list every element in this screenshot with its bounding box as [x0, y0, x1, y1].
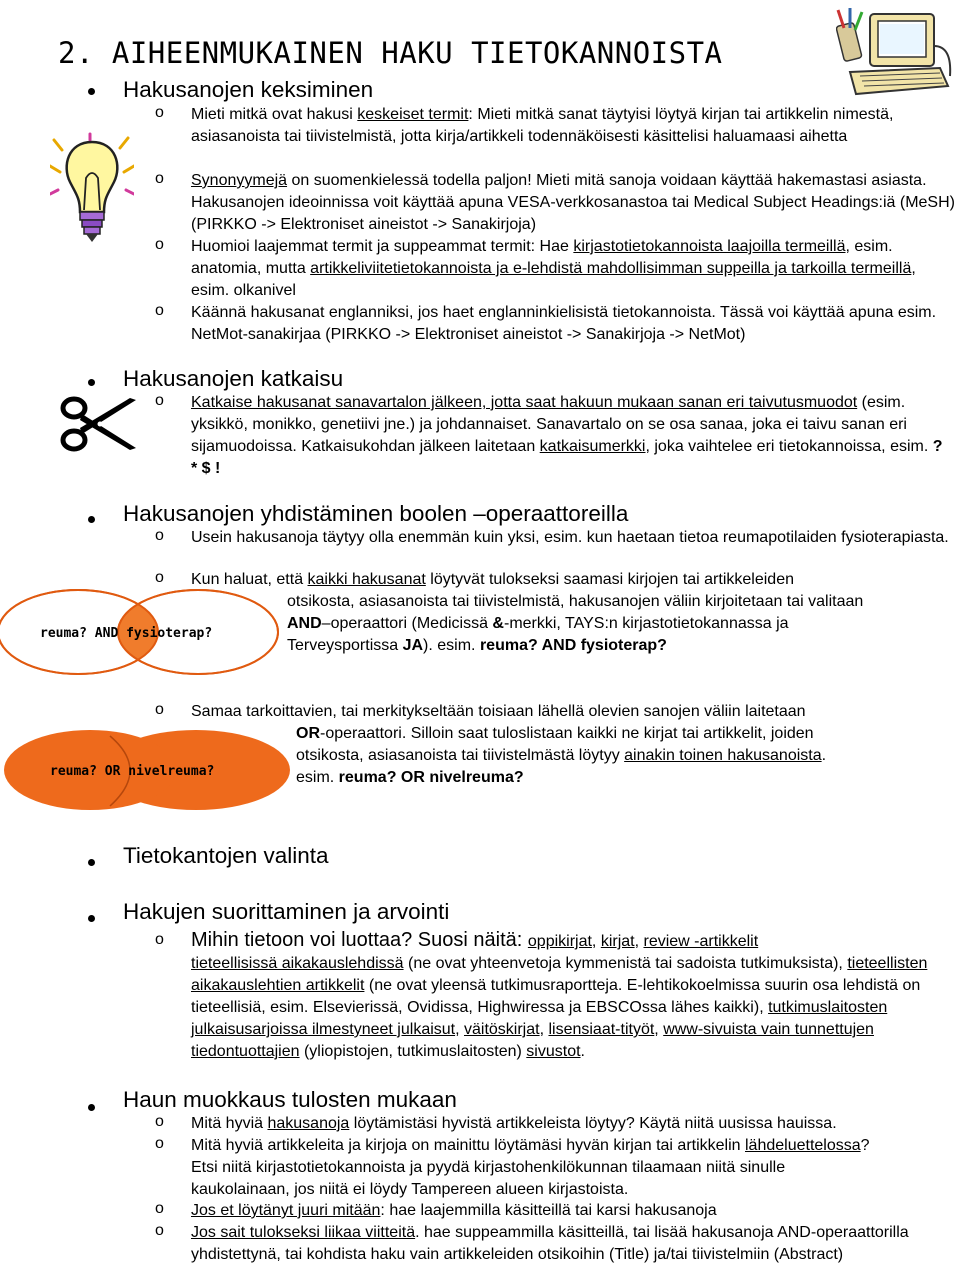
bullet-dot — [88, 516, 95, 523]
bullet-dot — [88, 88, 95, 95]
sub-bullet: o — [155, 170, 164, 187]
sub-bullet: o — [155, 569, 164, 586]
sub-bullet: o — [155, 1135, 164, 1152]
venn-or-diagram — [0, 726, 296, 814]
paragraph: Jos et löytänyt juuri mitään: hae laajemmilla käsitteillä tai karsi hakusanoja — [191, 1202, 717, 1219]
heading-haun-muokkaus: Haun muokkaus tulosten mukaan — [123, 1087, 457, 1112]
paragraph-line: esim. reuma? OR nivelreuma? — [296, 769, 524, 786]
paragraph-line: Kun haluat, että kaikki hakusanat löytyvät tulokseksi saamasi kirjojen tai artikkeleiden — [191, 571, 794, 588]
paragraph-line: otsikosta, asiasanoista tai tiivistelmästä löytyy ainakin toinen hakusanoista. — [296, 747, 827, 764]
sub-bullet: o — [155, 527, 164, 544]
sub-bullet: o — [155, 104, 164, 121]
venn-and-label: reuma? AND fysioterap? — [40, 626, 213, 641]
paragraph-line: Samaa tarkoittavien, tai merkitykseltään toisiaan lähellä olevien sanojen väliin laitetaan — [191, 703, 806, 720]
paragraph-line: Terveysportissa JA). esim. reuma? AND fysioterap? — [287, 637, 667, 654]
paragraph: Usein hakusanoja täytyy olla enemmän kuin yksi, esim. kun haetaan tietoa reumapotilaiden fysioterapiasta. — [191, 529, 949, 546]
sub-bullet: o — [155, 931, 164, 948]
page-title: 2. AIHEENMUKAINEN HAKU TIETOKANNOISTA — [58, 36, 723, 70]
paragraph: Katkaise hakusanat sanavartalon jälkeen, jotta saat hakuun mukaan sanan eri taivutusmuodot (esim. yksikkö, monikko, genetiivi jne.) ja johdannaiset. Sanavartalo on se osa sanaa, joka ei taivu sanan eri sijamuodoissa. Katkaisukohdan jälkeen laitetaan katkaisumerkki, joka vaihtelee eri tietokannoissa, esim. ? * $ ! — [191, 394, 943, 477]
venn-and-diagram — [0, 588, 290, 680]
paragraph: Synonyymejä on suomenkielessä todella paljon! Mieti mitä sanoja voidaan käyttää hakemastasi asiasta. Hakusanojen ideoinnissa voit käyttää apuna VESA-verkkosanastoa tai Medical Subject Headings:iä (MeSH) (PIRKKO -> Elektroniset aineistot -> Sanakirjoja) — [191, 172, 955, 233]
heading-hakujen-suorittaminen: Hakujen suorittaminen ja arvointi — [123, 899, 450, 924]
paragraph: Mitä hyviä hakusanoja löytämistäsi hyvistä artikkeleista löytyy? Käytä niitä uusissa hauissa. — [191, 1115, 837, 1132]
paragraph-line: otsikosta, asiasanoista tai tiivistelmistä, hakusanojen väliin kirjoitetaan tai valitaan — [287, 593, 864, 610]
lightbulb-clipart-icon — [50, 132, 134, 250]
bullet-dot — [88, 379, 95, 386]
computer-clipart-icon — [836, 6, 956, 102]
paragraph: Mihin tietoon voi luottaa? Suosi näitä: oppikirjat, kirjat, review -artikkelit tieteellisissä aikakauslehdissä (ne ovat yhteenvetoja kymmenistä tai sadoista tutkimuksista), tieteellisten aikakauslehtien artikkelit (ne ovat yleensä tutkimusraportteja. E-lehtikokoelmissa suurin osa lehdistä on tieteellisiä, esim. Elsevierissä, Ovidissa, Highwiressa ja EBSCOssa lähes kaikki), tutkimuslaitosten julkaisusarjoissa ilmestyneet julkaisut, väitöskirjat, lisensiaat-tityöt, www-sivuista vain tunnettujen tiedontuottajien (yliopistojen, tutkimuslaitosten) sivustot. — [191, 929, 928, 1060]
sub-bullet: o — [155, 392, 164, 409]
paragraph: Huomioi laajemmat termit ja suppeammat termit: Hae kirjastotietokannoista laajoilla termeillä, esim. anatomia, mutta artikkeliviitetietokannoista ja e-lehdistä mahdollisimman suppeilla ja tarkoilla termeillä, esim. olkanivel — [191, 238, 916, 299]
venn-or-label: reuma? OR nivelreuma? — [50, 764, 215, 779]
paragraph: Mitä hyviä artikkeleita ja kirjoja on mainittu löytämäsi hyvän kirjan tai artikkelin lähdeluettelossa? Etsi niitä kirjastotietokannoista ja pyydä kirjastohenkilökunnan tilaamaan niitä sinulle kaukolainaan, jos niitä ei löydy Tampereen alueen kirjastoista. — [191, 1137, 870, 1198]
sub-bullet: o — [155, 302, 164, 319]
sub-bullet: o — [155, 1113, 164, 1130]
heading-boolen-operaattorit: Hakusanojen yhdistäminen boolen –operaattoreilla — [123, 501, 629, 526]
heading-tietokantojen-valinta: Tietokantojen valinta — [123, 843, 329, 868]
bullet-dot — [88, 859, 95, 866]
heading-hakusanojen-katkaisu: Hakusanojen katkaisu — [123, 366, 344, 391]
scissors-icon — [60, 394, 138, 454]
sub-bullet: o — [155, 1200, 164, 1217]
sub-bullet: o — [155, 1222, 164, 1239]
paragraph: Käännä hakusanat englanniksi, jos haet englanninkielisistä tietokannoista. Tässä voi käyttää apuna esim. NetMot-sanakirjaa (PIRKKO -> Elektroniset aineistot -> Sanakirjoja -> NetMot) — [191, 304, 937, 343]
paragraph: Mieti mitkä ovat hakusi keskeiset termit: Mieti mitkä sanat täytyisi löytyä kirjan tai artikkelin nimestä, asiasanoista tai tiivistelmistä, jotta kirja/artikkeli todennäköisesti käsittelisi haluamaasi aihetta — [191, 106, 894, 145]
paragraph-line: OR-operaattori. Silloin saat tuloslistaan kaikki ne kirjat tai artikkelit, joiden — [296, 725, 814, 742]
heading-hakusanojen-keksiminen: Hakusanojen keksiminen — [123, 77, 374, 102]
paragraph-line: AND–operaattori (Medicissä &-merkki, TAYS:n kirjastotietokannassa ja — [287, 615, 789, 632]
bullet-dot — [88, 1104, 95, 1111]
sub-bullet: o — [155, 701, 164, 718]
sub-bullet: o — [155, 236, 164, 253]
paragraph: Jos sait tulokseksi liikaa viitteitä. hae suppeammilla käsitteillä, tai lisää hakusanoja AND-operaattorilla yhdistettynä, tai kohdista haku vain artikkeleiden otsikoihin (Title) ja/tai tiivistelmiin (Abstract) — [191, 1224, 909, 1263]
bullet-dot — [88, 915, 95, 922]
